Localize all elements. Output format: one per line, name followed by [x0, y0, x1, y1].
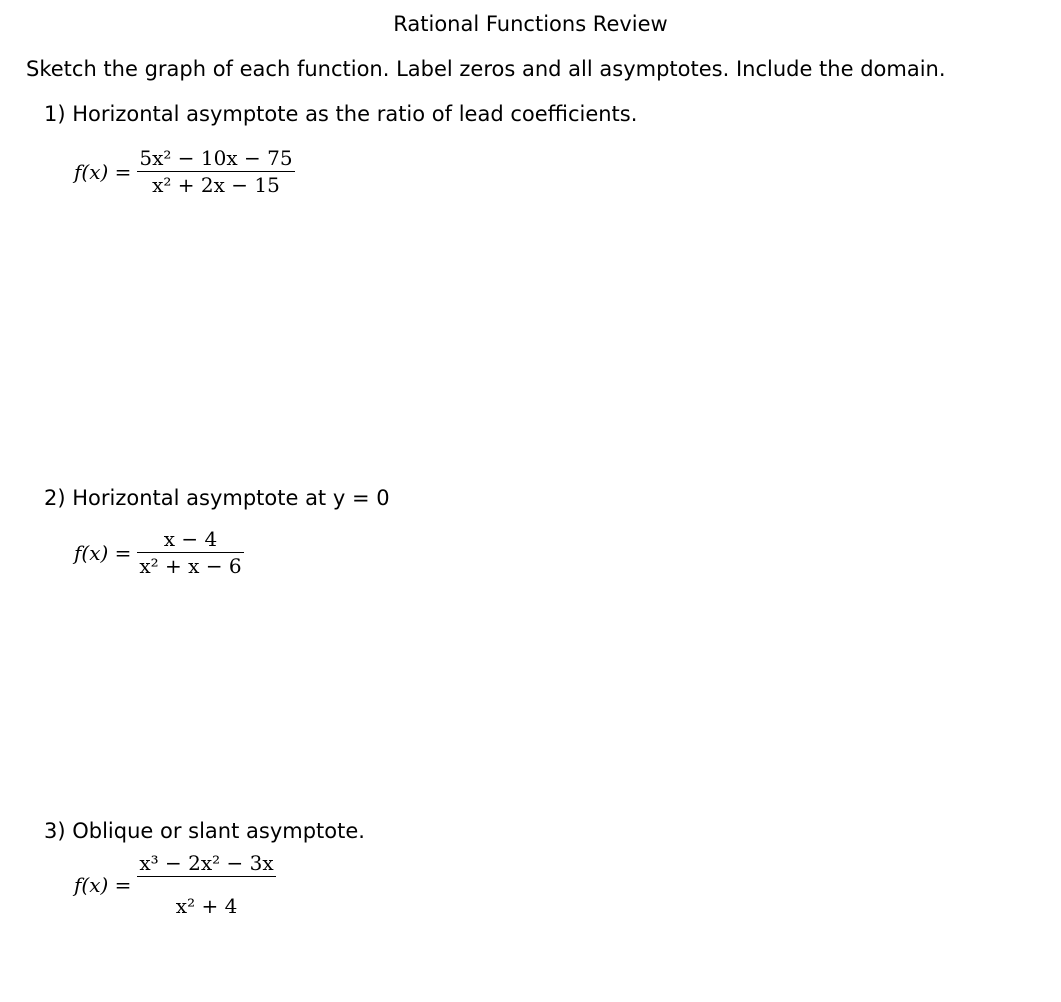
- problem-2-equation: [74, 526, 244, 579]
- denominator: x² + 2x − 15: [152, 173, 280, 197]
- function-label: f(x) =: [74, 159, 132, 184]
- function-label: f(x) =: [74, 540, 132, 565]
- instructions: Sketch the graph of each function. Label zeros and all asymptotes. Include the domain.: [26, 57, 946, 81]
- numerator: x − 4: [163, 527, 218, 551]
- problem-1-equation: [74, 145, 295, 198]
- page-title: Rational Functions Review: [393, 12, 668, 36]
- numerator: x³ − 2x² − 3x: [139, 851, 274, 875]
- fraction: [137, 526, 243, 579]
- numerator: 5x² − 10x − 75: [139, 146, 293, 170]
- denominator: x² + x − 6: [139, 554, 242, 578]
- function-label: f(x) =: [74, 872, 132, 897]
- fraction-bar: [137, 876, 275, 877]
- problem-3-heading: 3) Oblique or slant asymptote.: [44, 819, 365, 843]
- problem-2-heading: 2) Horizontal asymptote at y = 0: [44, 486, 390, 510]
- problem-3-equation: [74, 850, 276, 919]
- fraction: [137, 850, 275, 919]
- denominator: x² + 4: [175, 894, 238, 918]
- problem-1-heading: 1) Horizontal asymptote as the ratio of lead coefficients.: [44, 102, 638, 126]
- fraction: [137, 145, 294, 198]
